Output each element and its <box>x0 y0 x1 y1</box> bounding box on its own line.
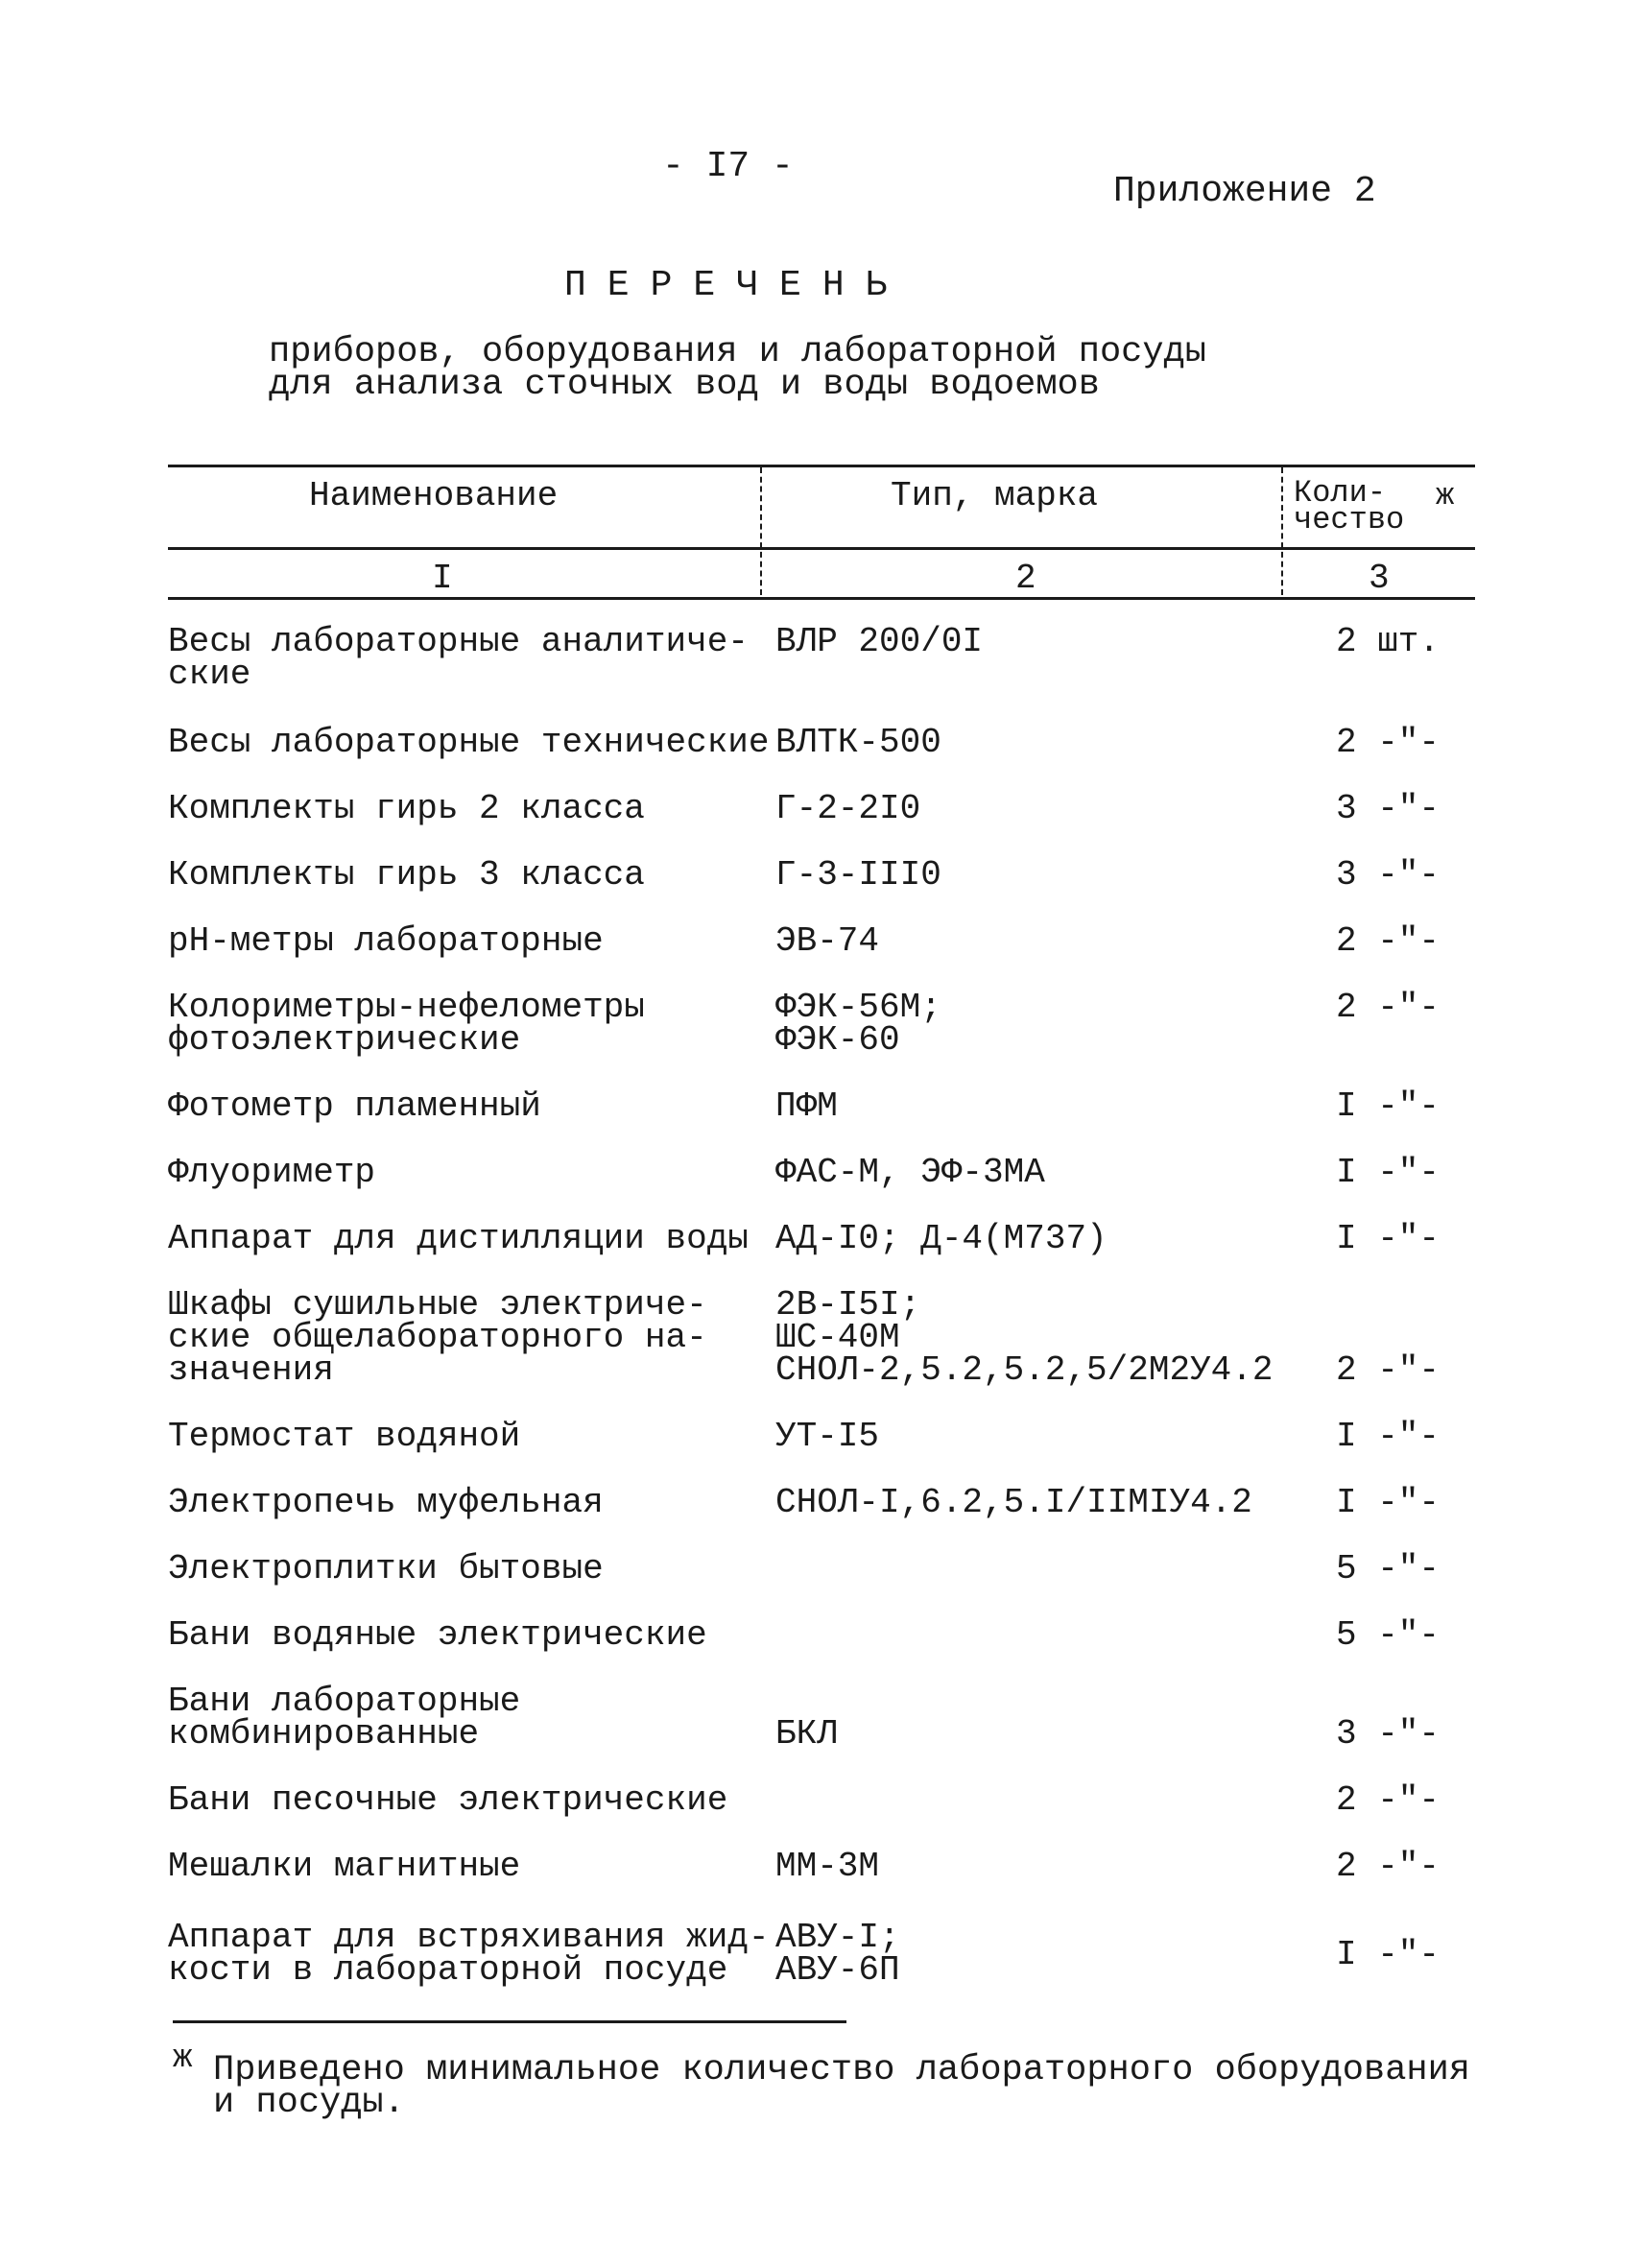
equipment-quantity: 2 -"- <box>1336 921 1441 961</box>
equipment-type: ММ-3М <box>775 1847 880 1886</box>
equipment-type: ПФМ <box>775 1086 838 1126</box>
equipment-name: Электропечь муфельная <box>168 1483 604 1522</box>
equipment-quantity: I -"- <box>1336 1483 1441 1522</box>
equipment-type: 2В-I5I; ШС-40М СНОЛ-2,5.2,5.2,5/2М2У4.2 <box>775 1285 1274 1390</box>
column-divider-2 <box>1281 467 1283 595</box>
equipment-name: Аппарат для дистилляции воды <box>168 1219 749 1258</box>
equipment-name: Бани водяные электрические <box>168 1615 707 1655</box>
equipment-name: Электроплитки бытовые <box>168 1549 604 1588</box>
equipment-name: Мешалки магнитные <box>168 1847 521 1886</box>
column-number-3: 3 <box>1369 559 1390 598</box>
equipment-quantity: 5 -"- <box>1336 1615 1441 1655</box>
equipment-quantity: I -"- <box>1336 1219 1441 1258</box>
equipment-quantity: 3 -"- <box>1336 789 1441 828</box>
equipment-quantity: 2 -"- <box>1336 1350 1441 1390</box>
equipment-quantity: 3 -"- <box>1336 855 1441 895</box>
footnote-text: Приведено минимальное количество лабораторного оборудования и посуды. <box>213 2050 1471 2123</box>
column-number-2: 2 <box>1015 559 1036 598</box>
equipment-quantity: 2 шт. <box>1336 622 1441 661</box>
footnote-rule <box>173 2020 846 2023</box>
equipment-name: Комплекты гирь 2 класса <box>168 789 645 828</box>
equipment-quantity: I -"- <box>1336 1086 1441 1126</box>
equipment-name: Флуориметр <box>168 1153 376 1192</box>
equipment-name: рН-метры лабораторные <box>168 921 604 961</box>
equipment-type: Г-2-2I0 <box>775 789 921 828</box>
column-numbers-rule <box>168 597 1475 600</box>
equipment-type: ЭВ-74 <box>775 921 880 961</box>
equipment-quantity: I -"- <box>1336 1417 1441 1456</box>
equipment-name: Шкафы сушильные электриче- ские общелабораторного на- значения <box>168 1285 707 1390</box>
equipment-quantity: 2 -"- <box>1336 723 1441 762</box>
equipment-type: ВЛР 200/0I <box>775 622 984 661</box>
equipment-type: АД-I0; Д-4(М737) <box>775 1219 1107 1258</box>
equipment-type: АВУ-I; АВУ-6П <box>775 1918 900 1990</box>
equipment-type: ФЭК-56М; ФЭК-60 <box>775 988 941 1060</box>
equipment-type: СНОЛ-I,6.2,5.I/IIМIУ4.2 <box>775 1483 1252 1522</box>
equipment-name: Колориметры-нефелометры фотоэлектрические <box>168 988 645 1060</box>
equipment-type: Г-3-III0 <box>775 855 941 895</box>
column-divider-1 <box>760 467 762 595</box>
equipment-type: ФАС-М, ЭФ-3МА <box>775 1153 1045 1192</box>
equipment-quantity: 5 -"- <box>1336 1549 1441 1588</box>
equipment-type: УТ-I5 <box>775 1417 880 1456</box>
equipment-quantity: 2 -"- <box>1336 988 1441 1027</box>
page-title: ПЕРЕЧЕНЬ <box>564 265 909 306</box>
header-quantity: Коли- чество <box>1294 475 1405 537</box>
header-footnote-mark: ж <box>1436 478 1455 513</box>
page-subtitle: приборов, оборудования и лабораторной посуды для анализа сточных вод и воды водоемов <box>269 332 1206 405</box>
equipment-name: Бани лабораторные комбинированные <box>168 1682 521 1754</box>
equipment-quantity: 2 -"- <box>1336 1780 1441 1820</box>
equipment-name: Аппарат для встряхивания жид- кости в лабораторной посуде <box>168 1918 770 1990</box>
equipment-quantity: I -"- <box>1336 1935 1441 1974</box>
equipment-name: Весы лабораторные аналитиче- ские <box>168 622 749 694</box>
equipment-name: Термостат водяной <box>168 1417 521 1456</box>
equipment-quantity: 2 -"- <box>1336 1847 1441 1886</box>
header-name: Наименование <box>309 476 559 515</box>
appendix-label: Приложение 2 <box>1113 171 1376 212</box>
equipment-name: Бани песочные электрические <box>168 1780 728 1820</box>
equipment-quantity: I -"- <box>1336 1153 1441 1192</box>
table-top-rule <box>168 465 1475 467</box>
header-bottom-rule <box>168 547 1475 550</box>
equipment-type: ВЛТК-500 <box>775 723 941 762</box>
column-number-1: I <box>432 559 453 598</box>
equipment-name: Комплекты гирь 3 класса <box>168 855 645 895</box>
equipment-name: Весы лабораторные технические <box>168 723 770 762</box>
equipment-name: Фотометр пламенный <box>168 1086 541 1126</box>
equipment-type: БКЛ <box>775 1714 838 1754</box>
header-type: Тип, марка <box>891 476 1099 515</box>
page-number: - I7 - <box>662 146 794 187</box>
equipment-quantity: 3 -"- <box>1336 1714 1441 1754</box>
footnote-mark: ж <box>173 2041 193 2077</box>
